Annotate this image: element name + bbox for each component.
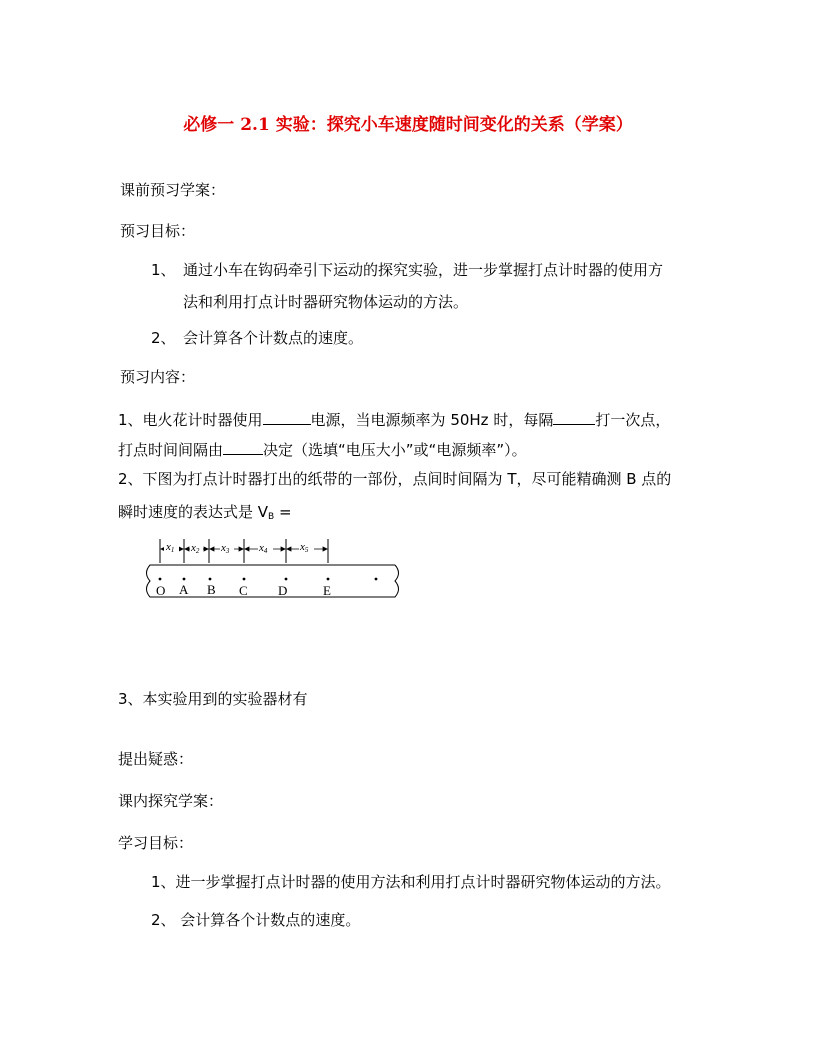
- q2-expr-sub: B: [268, 512, 275, 522]
- question-2-line2: [118, 505, 292, 522]
- q1-text-e: 决定（选填“电压大小”或“电源频率”）。: [263, 441, 527, 459]
- q1-text-c: 打一次点，: [595, 411, 671, 429]
- study-goals-heading: 学习目标：: [118, 834, 194, 852]
- preview-goals-heading: 预习目标：: [120, 222, 196, 240]
- section-preview: 课前预习学案：: [120, 181, 226, 199]
- study-goal-1: 1、进一步掌握打点计时器的使用方法和利用打点计时器研究物体运动的方法。: [151, 873, 671, 891]
- q1-text-b: 电源，当电源频率为 50Hz 时，每隔: [310, 411, 554, 429]
- segment-label-x5: x5: [300, 541, 309, 554]
- point-label-C: C: [239, 583, 248, 598]
- q2-expr-prefix: 瞬时速度的表达式是 V: [118, 503, 269, 521]
- question-2-line1: 2、下图为打点计时器打出的纸带的一部份，点间时间隔为 T，尽可能精确测 B 点的: [118, 470, 672, 488]
- q1-blank-determined[interactable]: [223, 440, 263, 455]
- doubts-heading: 提出疑惑：: [118, 750, 194, 768]
- dot-extra: [375, 578, 378, 581]
- dot-A: [183, 578, 186, 581]
- segment-label-x1: x1: [166, 541, 175, 554]
- preview-goal-1-line2: 法和利用打点计时器研究物体运动的方法。: [183, 293, 469, 311]
- dot-O: [159, 578, 162, 581]
- preview-goal-2-num: 2、: [151, 329, 176, 347]
- point-label-O: O: [156, 583, 166, 598]
- segment-label-x3: x3: [221, 542, 230, 555]
- study-goal-2: 2、 会计算各个计数点的速度。: [151, 911, 361, 929]
- question-1-line1: [118, 410, 670, 428]
- q1-text-d: 打点时间间隔由: [118, 441, 224, 459]
- preview-content-heading: 预习内容：: [120, 368, 196, 386]
- point-label-B: B: [207, 582, 216, 597]
- q1-blank-power[interactable]: [263, 410, 311, 425]
- dot-E: [327, 578, 330, 581]
- dot-D: [285, 578, 288, 581]
- dot-C: [243, 578, 246, 581]
- segment-label-x2: x2: [191, 542, 200, 555]
- preview-goal-2-line1: 会计算各个计数点的速度。: [183, 329, 364, 347]
- q1-blank-interval[interactable]: [553, 410, 595, 425]
- q1-text-a: 1、电火花计时器使用: [118, 411, 263, 429]
- preview-goal-1-line1: 通过小车在钩码牵引下运动的探究实验，进一步掌握打点计时器的使用方: [183, 261, 664, 279]
- dot-B: [209, 578, 212, 581]
- paper-tape-diagram: [140, 535, 410, 605]
- section-inclass: 课内探究学案：: [118, 792, 224, 810]
- point-label-A: A: [179, 582, 189, 597]
- segment-label-x4: x4: [259, 542, 268, 555]
- question-1-line2: [118, 440, 527, 458]
- point-label-D: D: [278, 583, 288, 598]
- question-3: 3、本实验用到的实验器材有: [118, 690, 308, 708]
- q2-expr-suffix: =: [274, 503, 292, 521]
- page-title: 必修一 2.1 实验：探究小车速度随时间变化的关系（学案）: [183, 115, 633, 135]
- point-label-E: E: [323, 583, 331, 598]
- preview-goal-1-num: 1、: [151, 261, 176, 279]
